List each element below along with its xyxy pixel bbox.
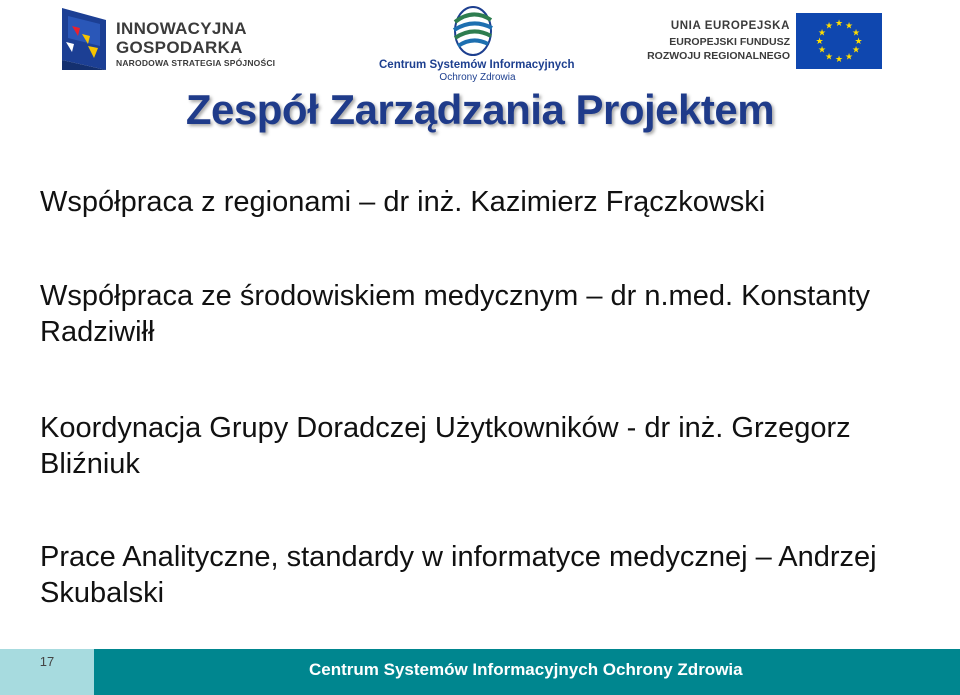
footer-organization-name: Centrum Systemów Informacyjnych Ochrony Zdrowia: [309, 660, 743, 679]
svg-text:★: ★: [851, 28, 861, 39]
footer-bar: [94, 649, 960, 695]
csioz-swirl-icon: [447, 4, 499, 58]
svg-text:★: ★: [817, 28, 827, 39]
svg-text:★: ★: [824, 52, 834, 63]
svg-text:★: ★: [817, 45, 827, 56]
logo-center-line1: Centrum Systemów Informacyjnych: [379, 59, 575, 71]
csioz-logo: [375, 4, 580, 82]
team-list-item: Prace Analityczne, standardy w informatyce medycznej – Andrzej Skubalski: [40, 541, 877, 609]
svg-text:★: ★: [834, 55, 844, 65]
team-list-item: Współpraca z regionami – dr inż. Kazimierz Frączkowski: [40, 186, 766, 218]
team-list-item: Współpraca ze środowiskiem medycznym – dr n.med. Konstanty Radziwiłł: [40, 280, 871, 348]
logo-right-line1: UNIA EUROPEJSKA: [670, 20, 790, 32]
svg-text:★: ★: [824, 21, 834, 32]
svg-text:★: ★: [844, 21, 854, 32]
logo-left-line3: NARODOWA STRATEGIA SPÓJNOŚCI: [116, 58, 276, 68]
slide-title: Zespół Zarządzania Projektem: [185, 86, 775, 133]
team-list-item: Koordynacja Grupy Doradczej Użytkowników - dr inż. Grzegorz Bliźniuk: [40, 412, 851, 480]
slide-number: 17: [0, 649, 94, 695]
svg-text:★: ★: [854, 37, 863, 47]
svg-text:★: ★: [844, 52, 854, 63]
svg-text:★: ★: [834, 19, 844, 29]
logo-right-line2: EUROPEJSKI FUNDUSZ: [669, 36, 790, 48]
logo-center-line2: Ochrony Zdrowia: [439, 72, 516, 83]
svg-text:★: ★: [815, 37, 824, 47]
logo-right-line3: ROZWOJU REGIONALNEGO: [647, 50, 790, 62]
eu-flag-icon: [796, 13, 882, 69]
innowacyjna-gospodarka-logo: [58, 6, 276, 72]
innowacyjna-gospodarka-emblem-icon: [58, 6, 110, 72]
svg-text:★: ★: [851, 45, 861, 56]
eu-logo: [645, 10, 885, 72]
logo-left-line1: INNOWACYJNA: [116, 19, 247, 38]
logo-left-line2: GOSPODARKA: [116, 38, 243, 57]
